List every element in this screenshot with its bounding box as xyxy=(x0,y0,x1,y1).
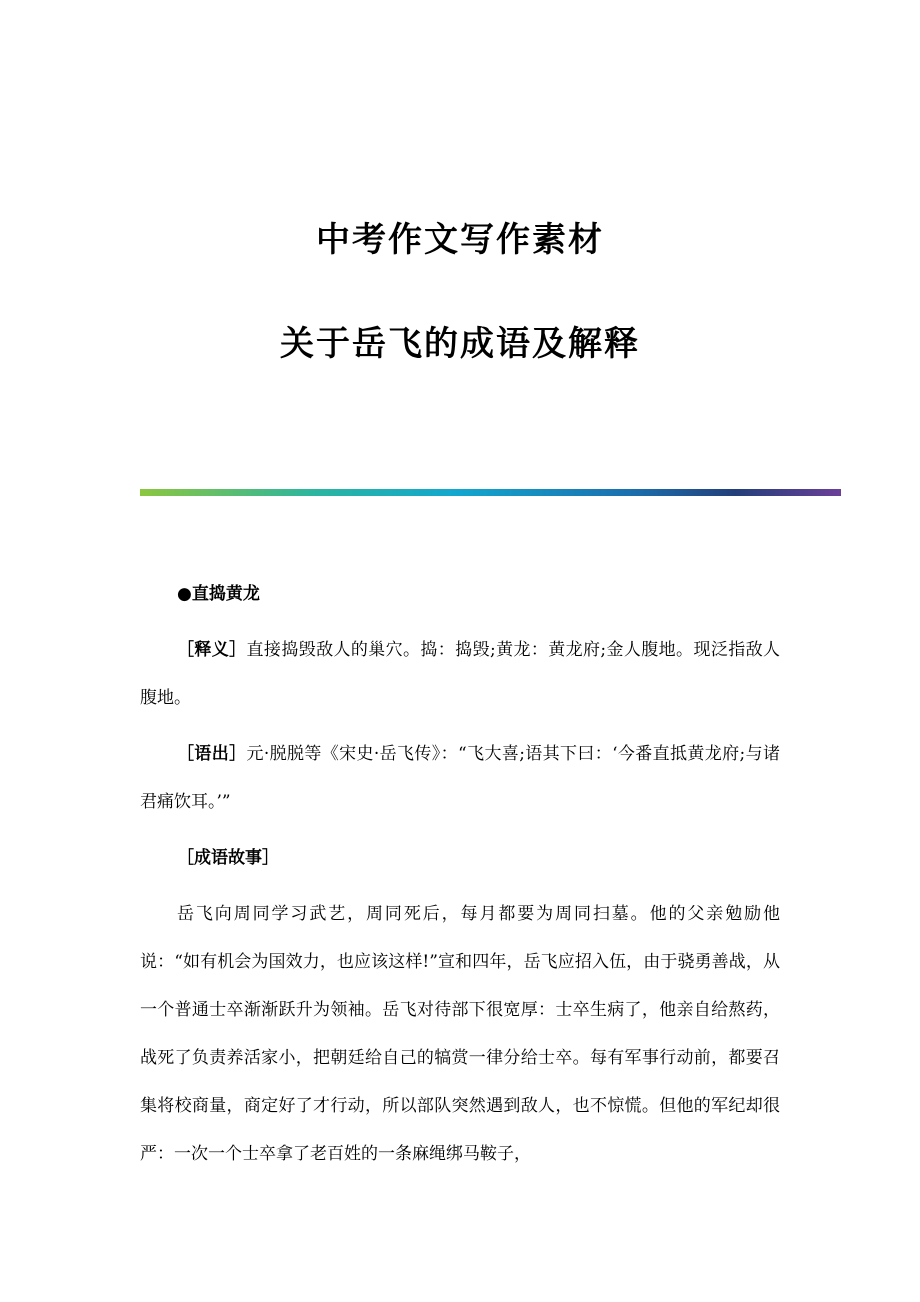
source-paragraph xyxy=(140,730,780,826)
idiom-heading: ●直捣黄龙 xyxy=(177,584,260,604)
meaning-text: 直接捣毁敌人的巢穴。捣：捣毁;黄龙：黄龙府;金人腹地。现泛指敌人腹地。 xyxy=(140,640,780,708)
story-label: ［成语故事］ xyxy=(177,848,279,868)
document-title: 中考作文写作素材 xyxy=(316,220,604,260)
meaning-label: ［释义］ xyxy=(177,640,247,660)
document-subtitle: 关于岳飞的成语及解释 xyxy=(280,324,640,364)
story-paragraph: 岳飞向周同学习武艺，周同死后，每月都要为周同扫墓。他的父亲勉励他说：“如有机会为国效力，也应该这样!”宣和四年，岳飞应招入伍，由于骁勇善战，从一个普通士卒渐渐跃升为领袖。岳飞对待部下很宽厚：士卒生病了，他亲自给熬药，战死了负责养活家小，把朝廷给自己的犒赏一律分给士卒。每有军事行动前，都要召集将校商量，商定好了才行动，所以部队突然遇到敌人，也不惊慌。但他的军纪却很严：一次一个士卒拿了老百姓的一条麻绳绑马鞍子， xyxy=(140,904,780,1164)
document-body xyxy=(140,570,780,1178)
decorative-divider xyxy=(140,489,841,496)
source-text: 元·脱脱等《宋史·岳飞传》：“飞大喜;语其下曰：‘今番直抵黄龙府;与诸君痛饮耳。’” xyxy=(140,744,781,812)
source-label: ［语出］ xyxy=(177,744,247,764)
meaning-paragraph xyxy=(140,626,780,722)
